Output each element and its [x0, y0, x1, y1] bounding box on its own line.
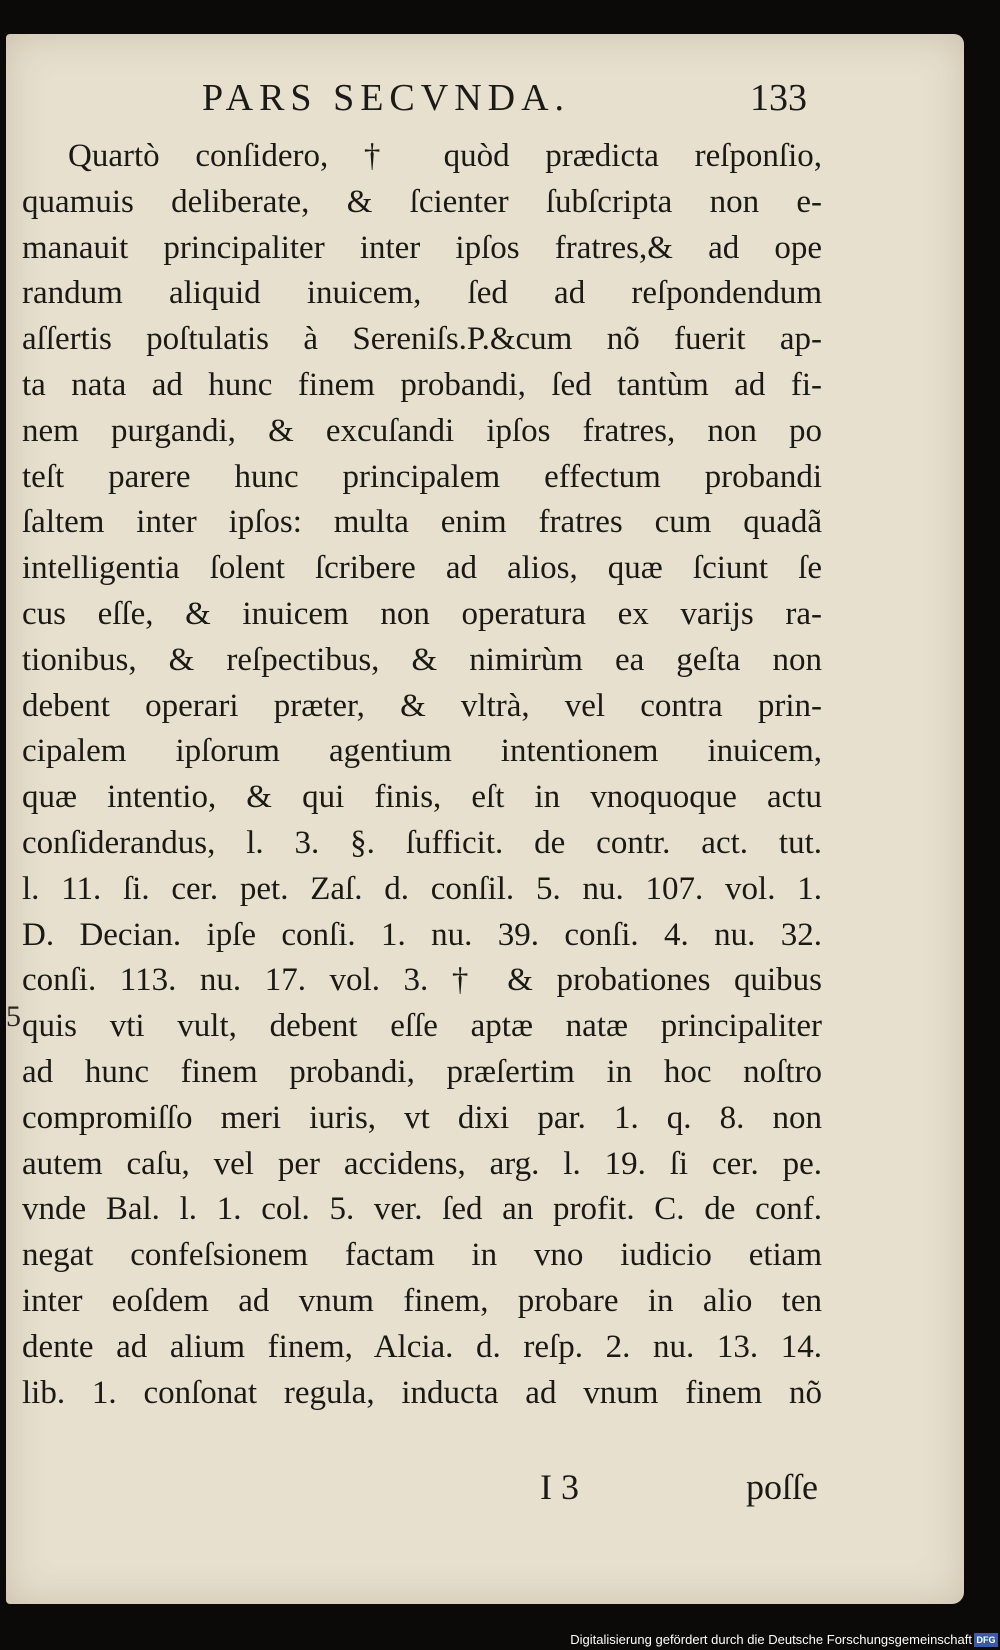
- text-line: ſaltem inter ipſos: multa enim fratres cum quadã: [22, 504, 822, 541]
- text-line: dente ad alium finem, Alcia. d. reſp. 2. nu. 13. 14.: [22, 1328, 822, 1365]
- text-line: compromiſſo meri iuris, vt dixi par. 1. q. 8. non: [22, 1099, 822, 1136]
- dfg-logo-icon: DFG: [974, 1633, 998, 1647]
- signature-mark: I 3: [540, 1467, 579, 1507]
- text-line: debent operari præter, & vltrà, vel contra prin-: [22, 687, 822, 724]
- text-line: conſi. 113. nu. 17. vol. 3. † & probationes quibus: [22, 962, 822, 999]
- running-head: [6, 76, 964, 126]
- digitization-notice-bar: [0, 1604, 1000, 1650]
- text-line: vnde Bal. l. 1. col. 5. ver. ſed an profit. C. de conf.: [22, 1191, 822, 1228]
- text-line: Quartò conſidero, † quòd prædicta reſponſio,: [68, 138, 822, 174]
- text-line: l. 11. ſi. cer. pet. Zaſ. d. conſil. 5. nu. 107. vol. 1.: [22, 870, 822, 907]
- catchword: poſſe: [746, 1467, 818, 1507]
- text-line: intelligentia ſolent ſcribere ad alios, quæ ſciunt ſe: [22, 550, 822, 587]
- page-number: 133: [750, 77, 807, 119]
- text-line: quæ intentio, & qui finis, eſt in vnoquoque actu: [22, 779, 822, 816]
- text-line: quamuis deliberate, & ſcienter ſubſcripta non e-: [22, 183, 822, 220]
- text-line: ta nata ad hunc finem probandi, ſed tantùm ad fi-: [22, 366, 822, 403]
- text-line: manauit principaliter inter ipſos fratres,& ad ope: [22, 229, 822, 266]
- text-line: autem caſu, vel per accidens, arg. l. 19. ſi cer. pe.: [22, 1145, 822, 1182]
- text-line: quis vti vult, debent eſſe aptæ natæ principaliter: [22, 1008, 822, 1045]
- text-line: ad hunc finem probandi, præſertim in hoc noſtro: [22, 1053, 822, 1090]
- text-line: inter eoſdem ad vnum finem, probare in alio ten: [22, 1282, 822, 1319]
- text-line: cus eſſe, & inuicem non operatura ex varijs ra-: [22, 595, 822, 632]
- margin-note-number: 5: [6, 1000, 21, 1033]
- text-line: negat confeſsionem factam in vno iudicio etiam: [22, 1237, 822, 1274]
- page-footer: [6, 1466, 964, 1516]
- text-line: lib. 1. conſonat regula, inducta ad vnum finem nõ: [22, 1374, 822, 1411]
- text-line: tionibus, & reſpectibus, & nimirùm ea geſta non: [22, 641, 822, 678]
- body-text: [22, 134, 822, 1416]
- text-line: cipalem ipſorum agentium intentionem inuicem,: [22, 733, 822, 770]
- text-line: D. Decian. ipſe conſi. 1. nu. 39. conſi. 4. nu. 32.: [22, 916, 822, 953]
- text-line: aſſertis poſtulatis à Sereniſs.P.&cum nõ fuerit ap-: [22, 321, 822, 358]
- book-page: [6, 34, 964, 1604]
- text-line: conſiderandus, l. 3. §. ſufficit. de contr. act. tut.: [22, 824, 822, 861]
- digitization-notice: Digitalisierung gefördert durch die Deutsche Forschungsgemeinschaft: [570, 1632, 972, 1647]
- text-line: randum aliquid inuicem, ſed ad reſpondendum: [22, 275, 822, 312]
- text-line: nem purgandi, & excuſandi ipſos fratres, non po: [22, 412, 822, 449]
- page-title: PARS SECVNDA.: [202, 77, 571, 119]
- text-line: teſt parere hunc principalem effectum probandi: [22, 458, 822, 495]
